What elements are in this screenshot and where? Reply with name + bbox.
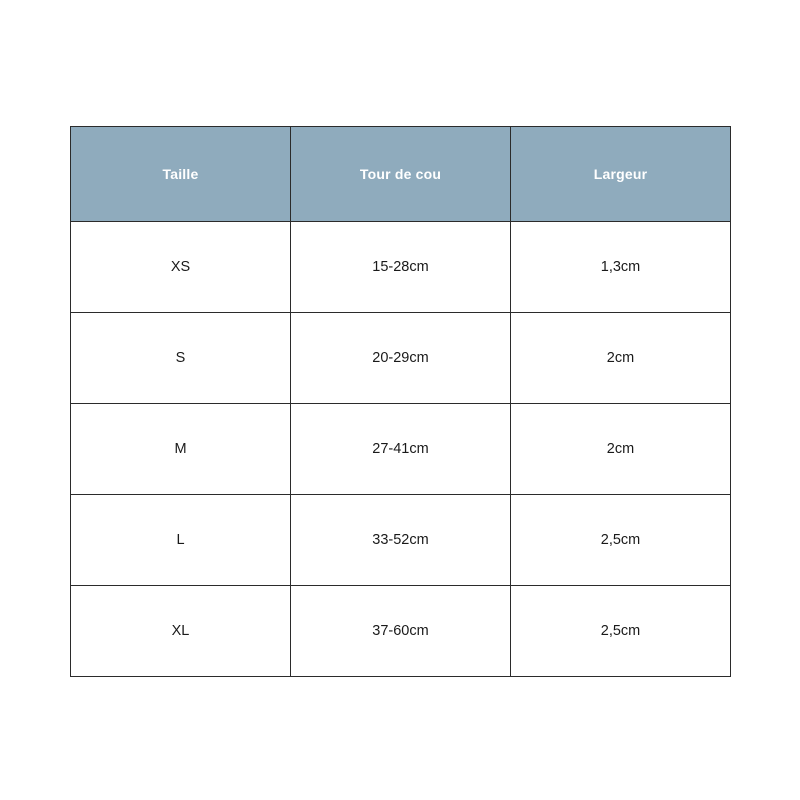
table-header	[71, 127, 731, 222]
column-header-tour-de-cou: Tour de cou	[291, 127, 511, 222]
cell-width: 2,5cm	[511, 495, 731, 586]
table-row	[71, 404, 731, 495]
column-header-taille: Taille	[71, 127, 291, 222]
cell-size: XL	[71, 586, 291, 677]
column-header-largeur: Largeur	[511, 127, 731, 222]
cell-neck: 27-41cm	[291, 404, 511, 495]
table-row	[71, 313, 731, 404]
size-chart-container	[70, 126, 730, 677]
cell-width: 2,5cm	[511, 586, 731, 677]
size-chart-table	[70, 126, 731, 677]
table-row	[71, 495, 731, 586]
cell-neck: 33-52cm	[291, 495, 511, 586]
cell-width: 2cm	[511, 404, 731, 495]
cell-neck: 20-29cm	[291, 313, 511, 404]
cell-size: S	[71, 313, 291, 404]
cell-size: XS	[71, 222, 291, 313]
header-row	[71, 127, 731, 222]
table-row	[71, 586, 731, 677]
cell-size: L	[71, 495, 291, 586]
table-row	[71, 222, 731, 313]
table-body	[71, 222, 731, 677]
cell-size: M	[71, 404, 291, 495]
cell-width: 2cm	[511, 313, 731, 404]
cell-neck: 15-28cm	[291, 222, 511, 313]
cell-width: 1,3cm	[511, 222, 731, 313]
cell-neck: 37-60cm	[291, 586, 511, 677]
